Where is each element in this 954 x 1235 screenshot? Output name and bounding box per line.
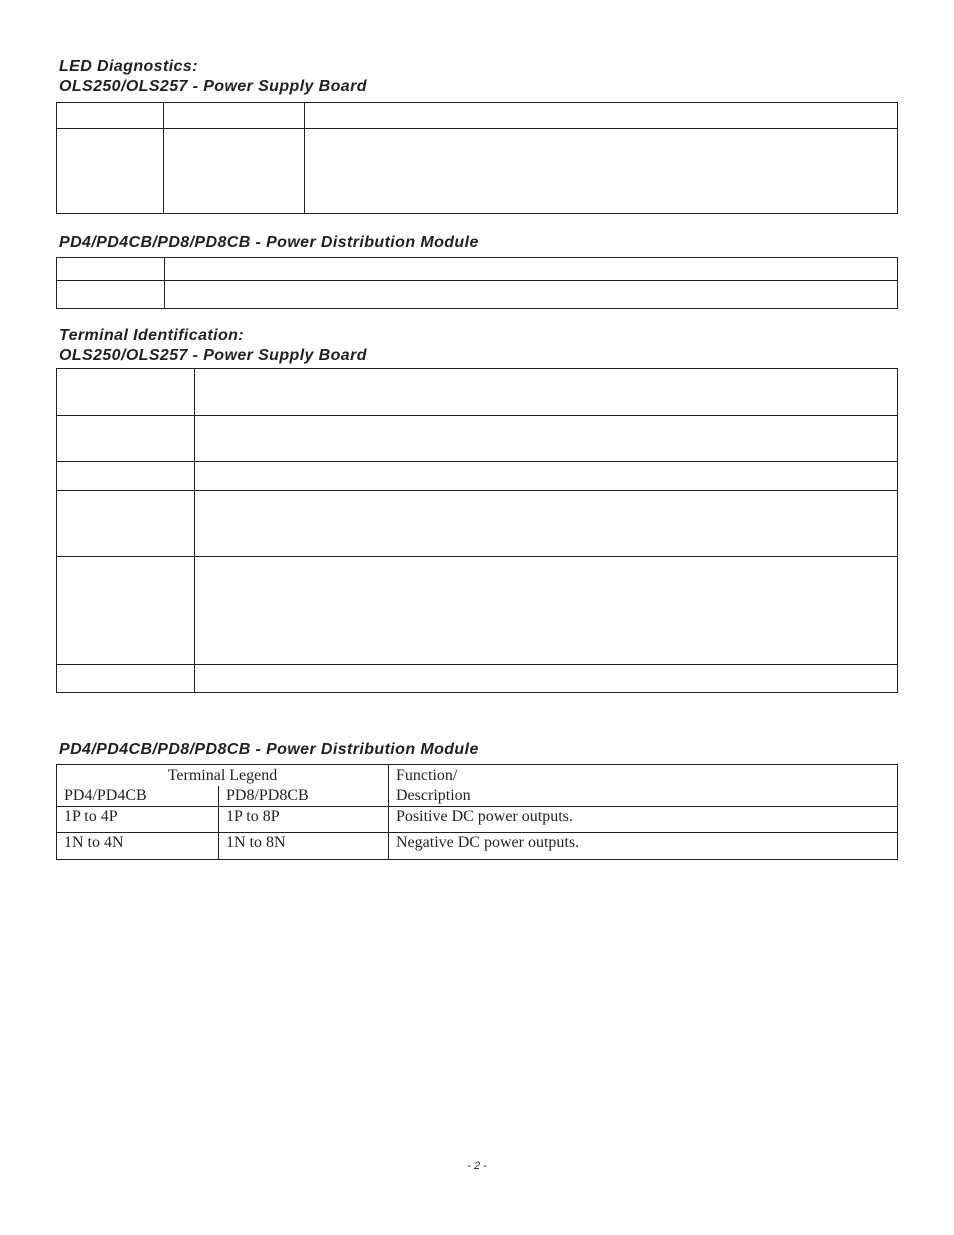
table-cell: [195, 491, 898, 557]
terminal-ols-table: [56, 368, 898, 693]
pd4-column-header: PD4/PD4CB: [57, 786, 219, 807]
table-cell: [195, 369, 898, 416]
terminal-identification-title: Terminal Identification:: [59, 327, 245, 344]
table-cell: [164, 129, 305, 214]
pd8-terminal-cell: 1N to 8N: [219, 833, 389, 860]
table-cell: [57, 665, 195, 693]
table-cell: [57, 416, 195, 462]
pd4-terminal-cell: 1P to 4P: [57, 807, 219, 833]
table-row: [57, 665, 898, 693]
table-row: [57, 462, 898, 491]
table-cell: [57, 258, 165, 281]
page-number: - 2 -: [467, 1160, 487, 1172]
table-row: [57, 281, 898, 309]
terminal-board-subtitle: OLS250/OLS257 - Power Supply Board: [59, 347, 367, 364]
terminal-pd-table: [56, 764, 898, 860]
description-cell: Positive DC power outputs.: [389, 807, 898, 833]
table-row: [57, 833, 898, 860]
led-pd-table: [56, 257, 898, 309]
table-cell: [195, 665, 898, 693]
table-cell: [305, 129, 898, 214]
table-row: [57, 103, 898, 129]
function-header-line: Function/: [396, 767, 458, 784]
table-row: [57, 258, 898, 281]
led-diagnostics-heading: [59, 57, 367, 97]
table-row: [57, 416, 898, 462]
terminal-legend-header: Terminal Legend: [57, 765, 389, 787]
table-cell: [165, 258, 898, 281]
led-board-subtitle: OLS250/OLS257 - Power Supply Board: [59, 78, 367, 95]
table-cell: [57, 557, 195, 665]
table-cell: [165, 281, 898, 309]
function-description-header: [389, 765, 898, 807]
table-cell: [57, 281, 165, 309]
terminal-pd-heading: PD4/PD4CB/PD8/PD8CB - Power Distribution Module: [59, 741, 479, 758]
table-header-row: [57, 765, 898, 787]
table-row: [57, 491, 898, 557]
table-cell: [195, 462, 898, 491]
table-cell: [57, 129, 164, 214]
table-cell: [57, 103, 164, 129]
table-cell: [164, 103, 305, 129]
pd8-column-header: PD8/PD8CB: [219, 786, 389, 807]
table-cell: [195, 557, 898, 665]
table-row: [57, 807, 898, 833]
terminal-identification-heading: [59, 326, 367, 366]
description-cell: Negative DC power outputs.: [389, 833, 898, 860]
table-cell: [57, 462, 195, 491]
pd4-terminal-cell: 1N to 4N: [57, 833, 219, 860]
table-cell: [57, 491, 195, 557]
table-row: [57, 369, 898, 416]
table-row: [57, 557, 898, 665]
led-pd-heading: PD4/PD4CB/PD8/PD8CB - Power Distribution Module: [59, 234, 479, 251]
table-cell: [195, 416, 898, 462]
table-row: [57, 129, 898, 214]
table-cell: [57, 369, 195, 416]
led-diagnostics-title: LED Diagnostics:: [59, 58, 198, 75]
pd8-terminal-cell: 1P to 8P: [219, 807, 389, 833]
led-ols-table: [56, 102, 898, 214]
description-header-line: Description: [396, 787, 471, 804]
table-cell: [305, 103, 898, 129]
